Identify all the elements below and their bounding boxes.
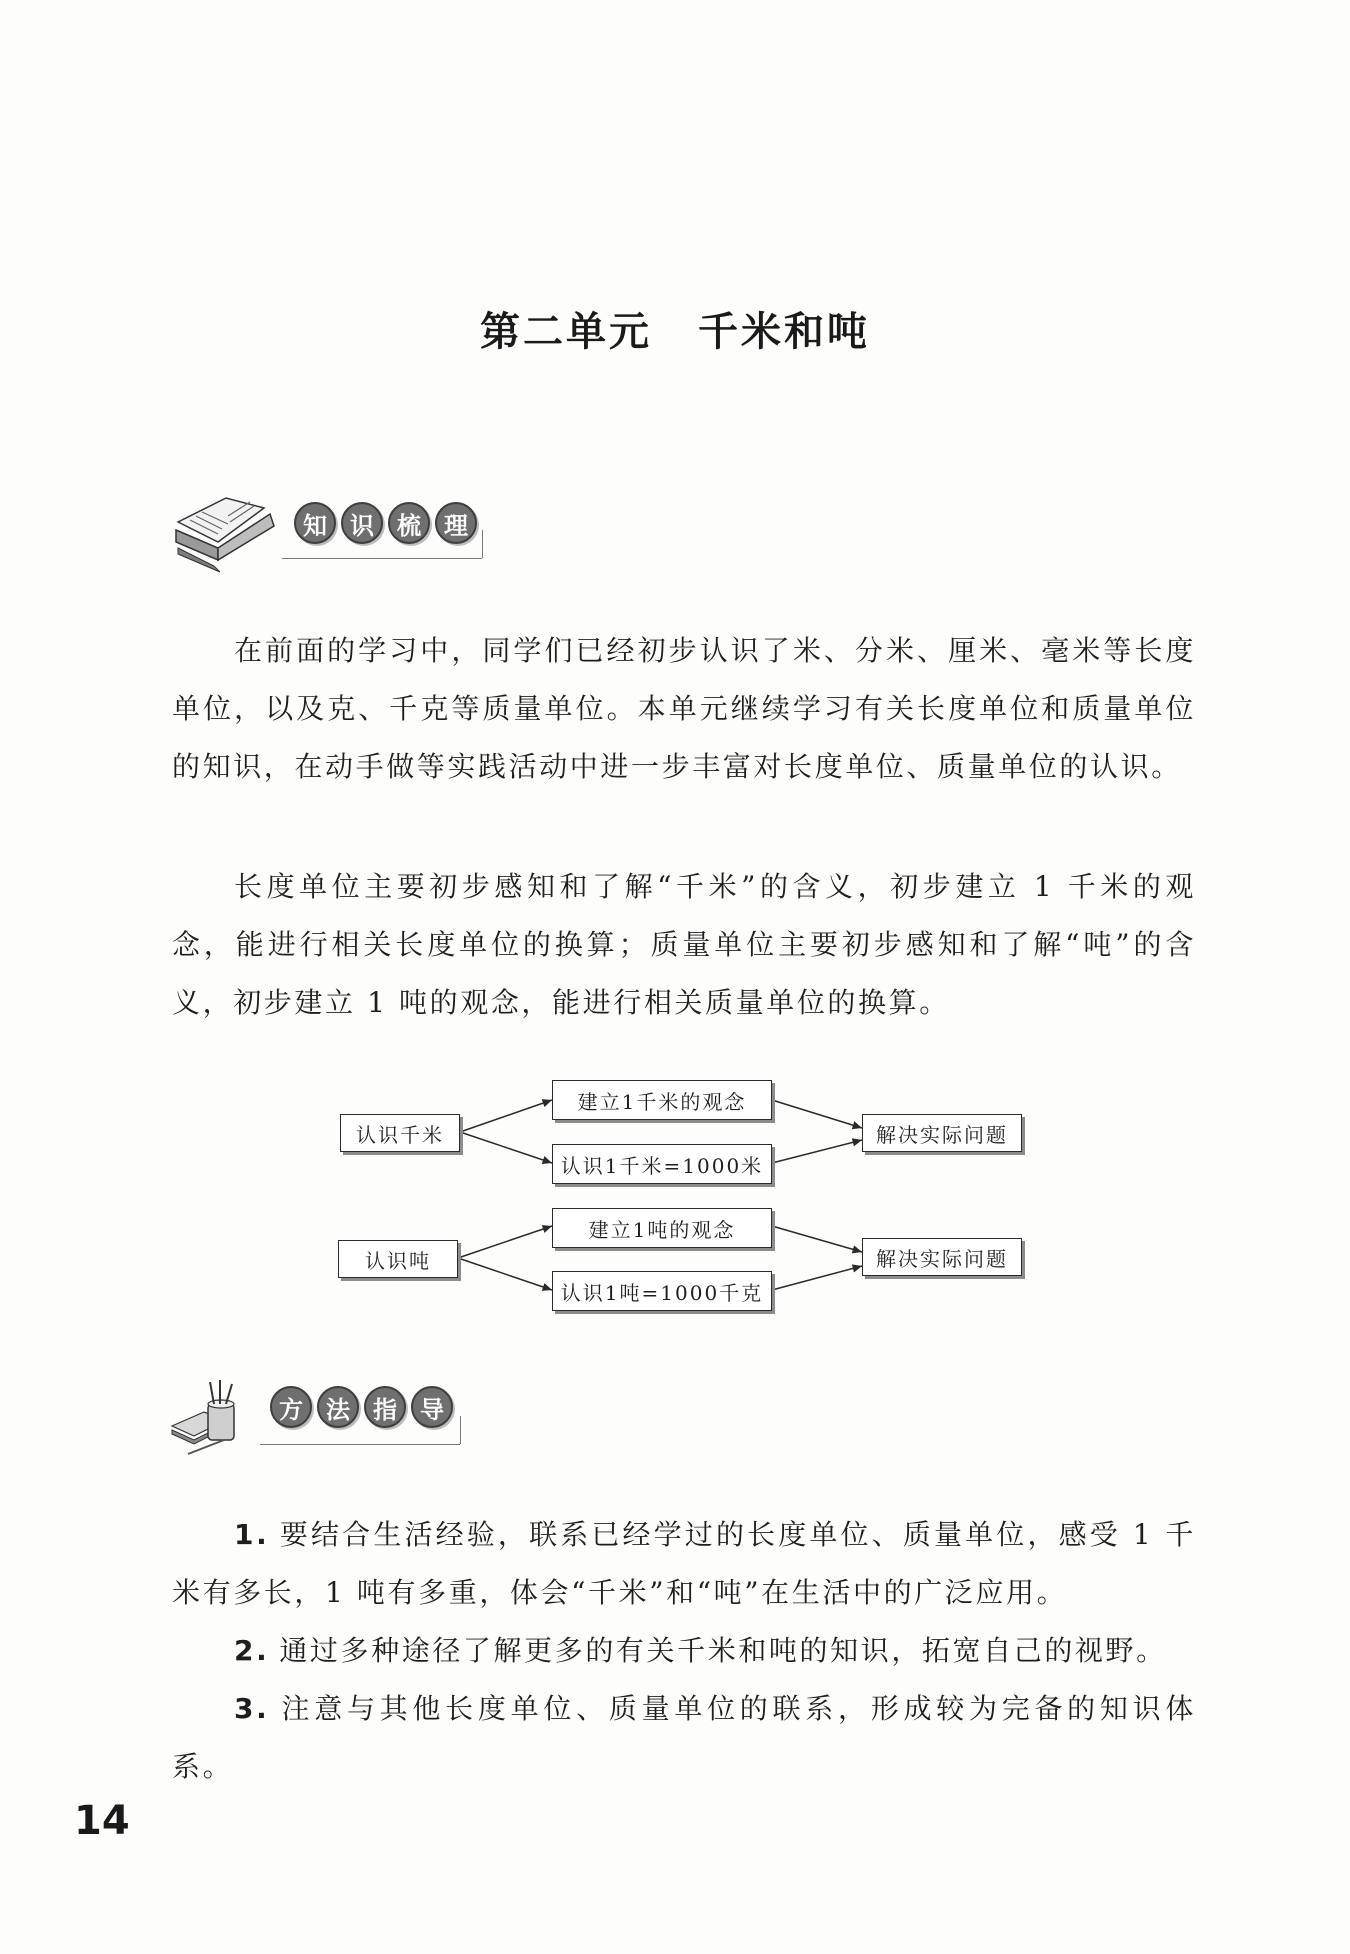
method-item-text: 通过多种途径了解更多的有关千米和吨的知识，拓宽自己的视野。 [279,1634,1167,1667]
header-underline [282,558,482,559]
knowledge-char: 知 [294,502,336,544]
header-tick [460,1416,461,1444]
method-item-1 [172,1506,1196,1622]
diagram-box-km-end: 解决实际问题 [862,1114,1022,1152]
method-item-number: 1. [234,1518,270,1551]
method-item-number: 3. [234,1692,270,1725]
knowledge-title [294,502,477,544]
method-char: 方 [270,1386,312,1428]
pen-holder-icon [168,1378,268,1458]
diagram-box-ton-conversion: 认识1吨=1000千克 [552,1271,772,1311]
knowledge-paragraph-1: 在前面的学习中，同学们已经初步认识了米、分米、厘米、毫米等长度单位，以及克、千克等质量单位。本单元继续学习有关长度单位和质量单位的知识，在动手做等实践活动中进一步丰富对长度单位、质量单位的认识。 [172,634,1196,783]
knowledge-paragraph-2: 长度单位主要初步感知和了解“千米”的含义，初步建立 1 千米的观念，能进行相关长度单位的换算；质量单位主要初步感知和了解“吨”的含义，初步建立 1 吨的观念，能进行相关质量单位的换算。 [172,870,1196,1019]
unit-label: 第二单元 [480,309,652,355]
header-tick [482,530,483,558]
arrow [460,1100,552,1132]
method-item-3 [172,1680,1196,1796]
arrow [772,1266,862,1290]
knowledge-header [170,496,490,576]
arrow [772,1140,862,1163]
knowledge-char: 识 [341,502,383,544]
method-item-text: 要结合生活经验，联系已经学过的长度单位、质量单位，感受 1 千米有多长，1 吨有多重，体会“千米”和“吨”在生活中的广泛应用。 [172,1518,1196,1609]
arrow [458,1226,552,1258]
diagram-box-km-start: 认识千米 [340,1114,460,1152]
method-char: 指 [364,1386,406,1428]
method-char: 导 [411,1386,453,1428]
knowledge-char: 理 [435,502,477,544]
arrow [772,1100,862,1128]
diagram-box-km-conversion: 认识1千米=1000米 [552,1144,772,1184]
method-char: 法 [317,1386,359,1428]
method-item-text: 注意与其他长度单位、质量单位的联系，形成较为完备的知识体系。 [172,1692,1196,1783]
diagram-box-ton-start: 认识吨 [338,1240,458,1278]
knowledge-char: 梳 [388,502,430,544]
method-item-2 [172,1622,1196,1680]
header-underline [260,1444,460,1445]
arrow [458,1258,552,1290]
method-header [168,1378,468,1458]
diagram-box-km-concept: 建立1千米的观念 [552,1080,772,1120]
open-book-icon [170,496,280,576]
diagram-box-ton-end: 解决实际问题 [862,1238,1022,1276]
method-title [270,1386,453,1428]
unit-topic: 千米和吨 [698,309,870,355]
page-number: 14 [74,1798,130,1844]
method-item-number: 2. [234,1634,270,1667]
arrow [772,1226,862,1252]
diagram-box-ton-concept: 建立1吨的观念 [552,1208,772,1248]
page-title [0,300,1350,357]
arrow [460,1132,552,1163]
